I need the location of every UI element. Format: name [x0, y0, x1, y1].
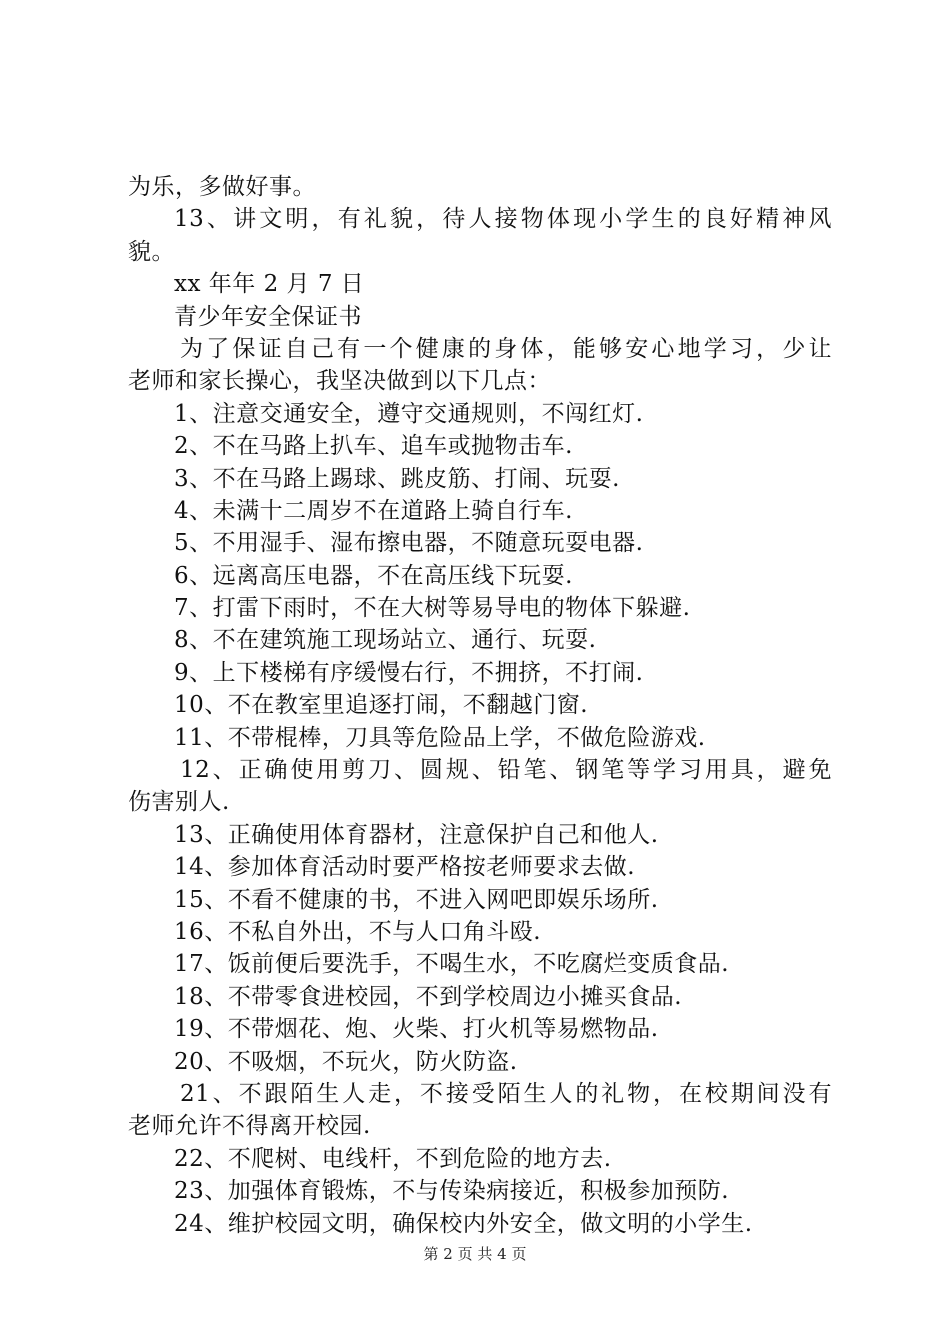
- list-item: 9、上下楼梯有序缓慢右行，不拥挤，不打闹.: [174, 659, 644, 686]
- page-number-footer: 第 2 页 共 4 页: [423, 1245, 527, 1263]
- list-item: 18、不带零食进校园，不到学校周边小摊买食品.: [174, 983, 683, 1010]
- list-item: 8、不在建筑施工现场站立、通行、玩耍.: [174, 627, 597, 654]
- text-line: 老师和家长操心，我坚决做到以下几点：: [128, 368, 551, 395]
- document-title: 青少年安全保证书: [174, 303, 362, 330]
- list-item: 24、维护校园文明，确保校内外安全，做文明的小学生.: [174, 1210, 753, 1237]
- list-item: 10、不在教室里追逐打闹，不翻越门窗.: [174, 692, 589, 719]
- list-item: 1、注意交通安全，遵守交通规则，不闯红灯.: [174, 400, 644, 427]
- document-body: [128, 171, 832, 1240]
- text-line: 为乐，多做好事。: [128, 174, 316, 200]
- list-item: 17、饭前便后要洗手，不喝生水，不吃腐烂变质食品.: [174, 951, 730, 978]
- list-item: 19、不带烟花、炮、火柴、打火机等易燃物品.: [174, 1016, 659, 1043]
- list-item: 11、不带棍棒，刀具等危险品上学，不做危险游戏.: [174, 724, 706, 751]
- list-item: 5、不用湿手、湿布擦电器，不随意玩耍电器.: [174, 530, 644, 557]
- list-item: 6、远离高压电器，不在高压线下玩耍.: [174, 562, 573, 589]
- text-line: 伤害别人.: [128, 789, 230, 816]
- list-item: 22、不爬树、电线杆，不到危险的地方去.: [174, 1145, 612, 1172]
- list-item: 14、参加体育活动时要严格按老师要求去做.: [174, 854, 636, 881]
- list-item: 15、不看不健康的书，不进入网吧即娱乐场所.: [174, 886, 659, 913]
- text-line: 老师允许不得离开校园.: [128, 1113, 371, 1140]
- list-item: 3、不在马路上踢球、跳皮筋、打闹、玩耍.: [174, 465, 620, 492]
- list-item: 16、不私自外出，不与人口角斗殴.: [174, 918, 542, 945]
- list-item: 20、不吸烟，不玩火，防火防盗.: [174, 1048, 518, 1075]
- date-line: xx 年年 2 月 7 日: [174, 271, 365, 298]
- list-item: 2、不在马路上扒车、追车或抛物击车.: [174, 433, 573, 460]
- list-item: 7、打雷下雨时，不在大树等易导电的物体下躲避.: [174, 595, 691, 622]
- list-item: 4、未满十二周岁不在道路上骑自行车.: [174, 497, 573, 524]
- text-line: 13、讲文明，有礼貌，待人接物体现小学生的良好精神风: [174, 206, 832, 233]
- list-item: 23、加强体育锻炼，不与传染病接近，积极参加预防.: [174, 1178, 730, 1205]
- text-line: 貌。: [128, 238, 175, 265]
- list-item: 21、不跟陌生人走，不接受陌生人的礼物，在校期间没有: [180, 1080, 832, 1107]
- text-line: 为了保证自己有一个健康的身体，能够安心地学习，少让: [180, 335, 832, 362]
- list-item: 12、正确使用剪刀、圆规、铅笔、钢笔等学习用具，避免: [180, 757, 832, 784]
- list-item: 13、正确使用体育器材，注意保护自己和他人.: [174, 821, 659, 848]
